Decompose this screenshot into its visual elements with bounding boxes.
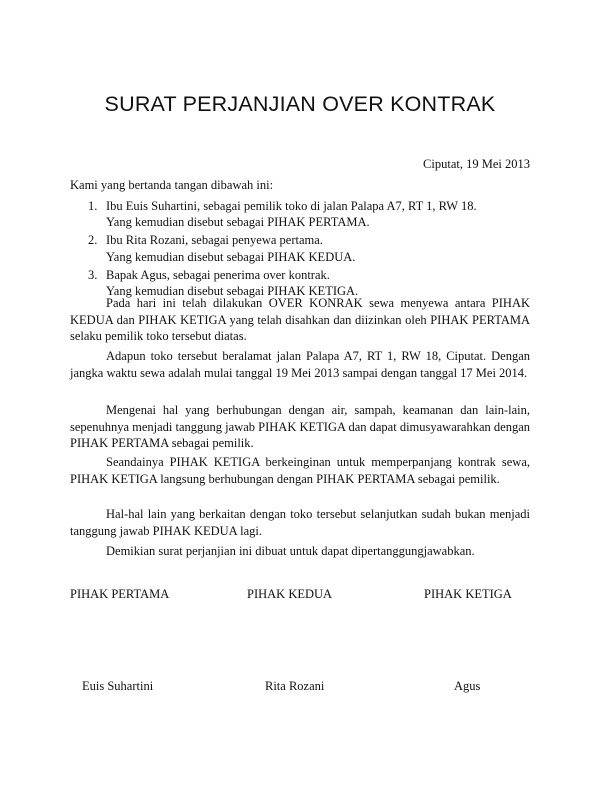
paragraph-address-term: Adapun toko tersebut beralamat jalan Palapa A7, RT 1, RW 18, Ciputat. Dengan jangka waktu sewa adalah mulai tanggal 19 Mei 2013 sampai dengan tanggal 17 Mei 2014. — [70, 349, 530, 380]
party-description: Bapak Agus, sebagai penerima over kontrak. — [106, 267, 330, 282]
place-date: Ciputat, 19 Mei 2013 — [423, 157, 530, 171]
intro-text: Kami yang bertanda tangan dibawah ini: — [70, 178, 274, 192]
party-designation: Yang kemudian disebut sebagai PIHAK KETIGA. — [106, 284, 359, 299]
list-number: 2. — [88, 233, 98, 248]
list-number: 1. — [88, 199, 98, 213]
signer-second-party: Rita Rozani — [265, 679, 325, 693]
party-designation: Yang kemudian disebut sebagai PIHAK KEDUA. — [106, 249, 356, 264]
party-description: Ibu Euis Suhartini, sebagai pemilik toko di jalan Palapa A7, RT 1, RW 18. — [106, 199, 477, 213]
paragraph-over-contract: Pada hari ini telah dilakukan OVER KONRAK sewa menyewa antara PIHAK KEDUA dan PIHAK KETIGA yang telah disahkan dan diizinkan oleh PIHAK PERTAMA selaku pemilik toko tersebut diatas. — [70, 296, 530, 344]
list-number: 3. — [88, 267, 98, 282]
party-description: Ibu Rita Rozani, sebagai penyewa pertama. — [106, 233, 323, 248]
document-title: SURAT PERJANJIAN OVER KONTRAK — [104, 92, 496, 116]
list-item — [70, 198, 530, 230]
signer-first-party: Euis Suhartini — [82, 679, 154, 693]
signature-header-third-party: PIHAK KETIGA — [424, 587, 512, 601]
signature-header-first-party: PIHAK PERTAMA — [70, 587, 170, 601]
paragraph-closing: Demikian surat perjanjian ini dibuat untuk dapat dipertanggungjawabkan. — [106, 544, 475, 558]
paragraph-other-matters: Hal-hal lain yang berkaitan dengan toko tersebut selanjutkan sudah bukan menjadi tanggung jawab PIHAK KEDUA lagi. — [70, 507, 530, 538]
signer-third-party: Agus — [454, 679, 481, 693]
list-item — [70, 232, 530, 264]
paragraph-extension: Seandainya PIHAK KETIGA berkeinginan untuk memperpanjang kontrak sewa, PIHAK KETIGA langsung berhubungan dengan PIHAK PERTAMA sebagai pemilik. — [70, 455, 530, 486]
signature-header-second-party: PIHAK KEDUA — [247, 587, 333, 601]
paragraph-responsibilities: Mengenai hal yang berhubungan dengan air, sampah, keamanan dan lain-lain, sepenuhnya menjadi tanggung jawab PIHAK KETIGA dan dapat dimusyawarahkan dengan PIHAK PERTAMA sebagai pemilik. — [70, 403, 530, 451]
party-list — [70, 198, 530, 301]
party-designation: Yang kemudian disebut sebagai PIHAK PERTAMA. — [106, 215, 370, 230]
